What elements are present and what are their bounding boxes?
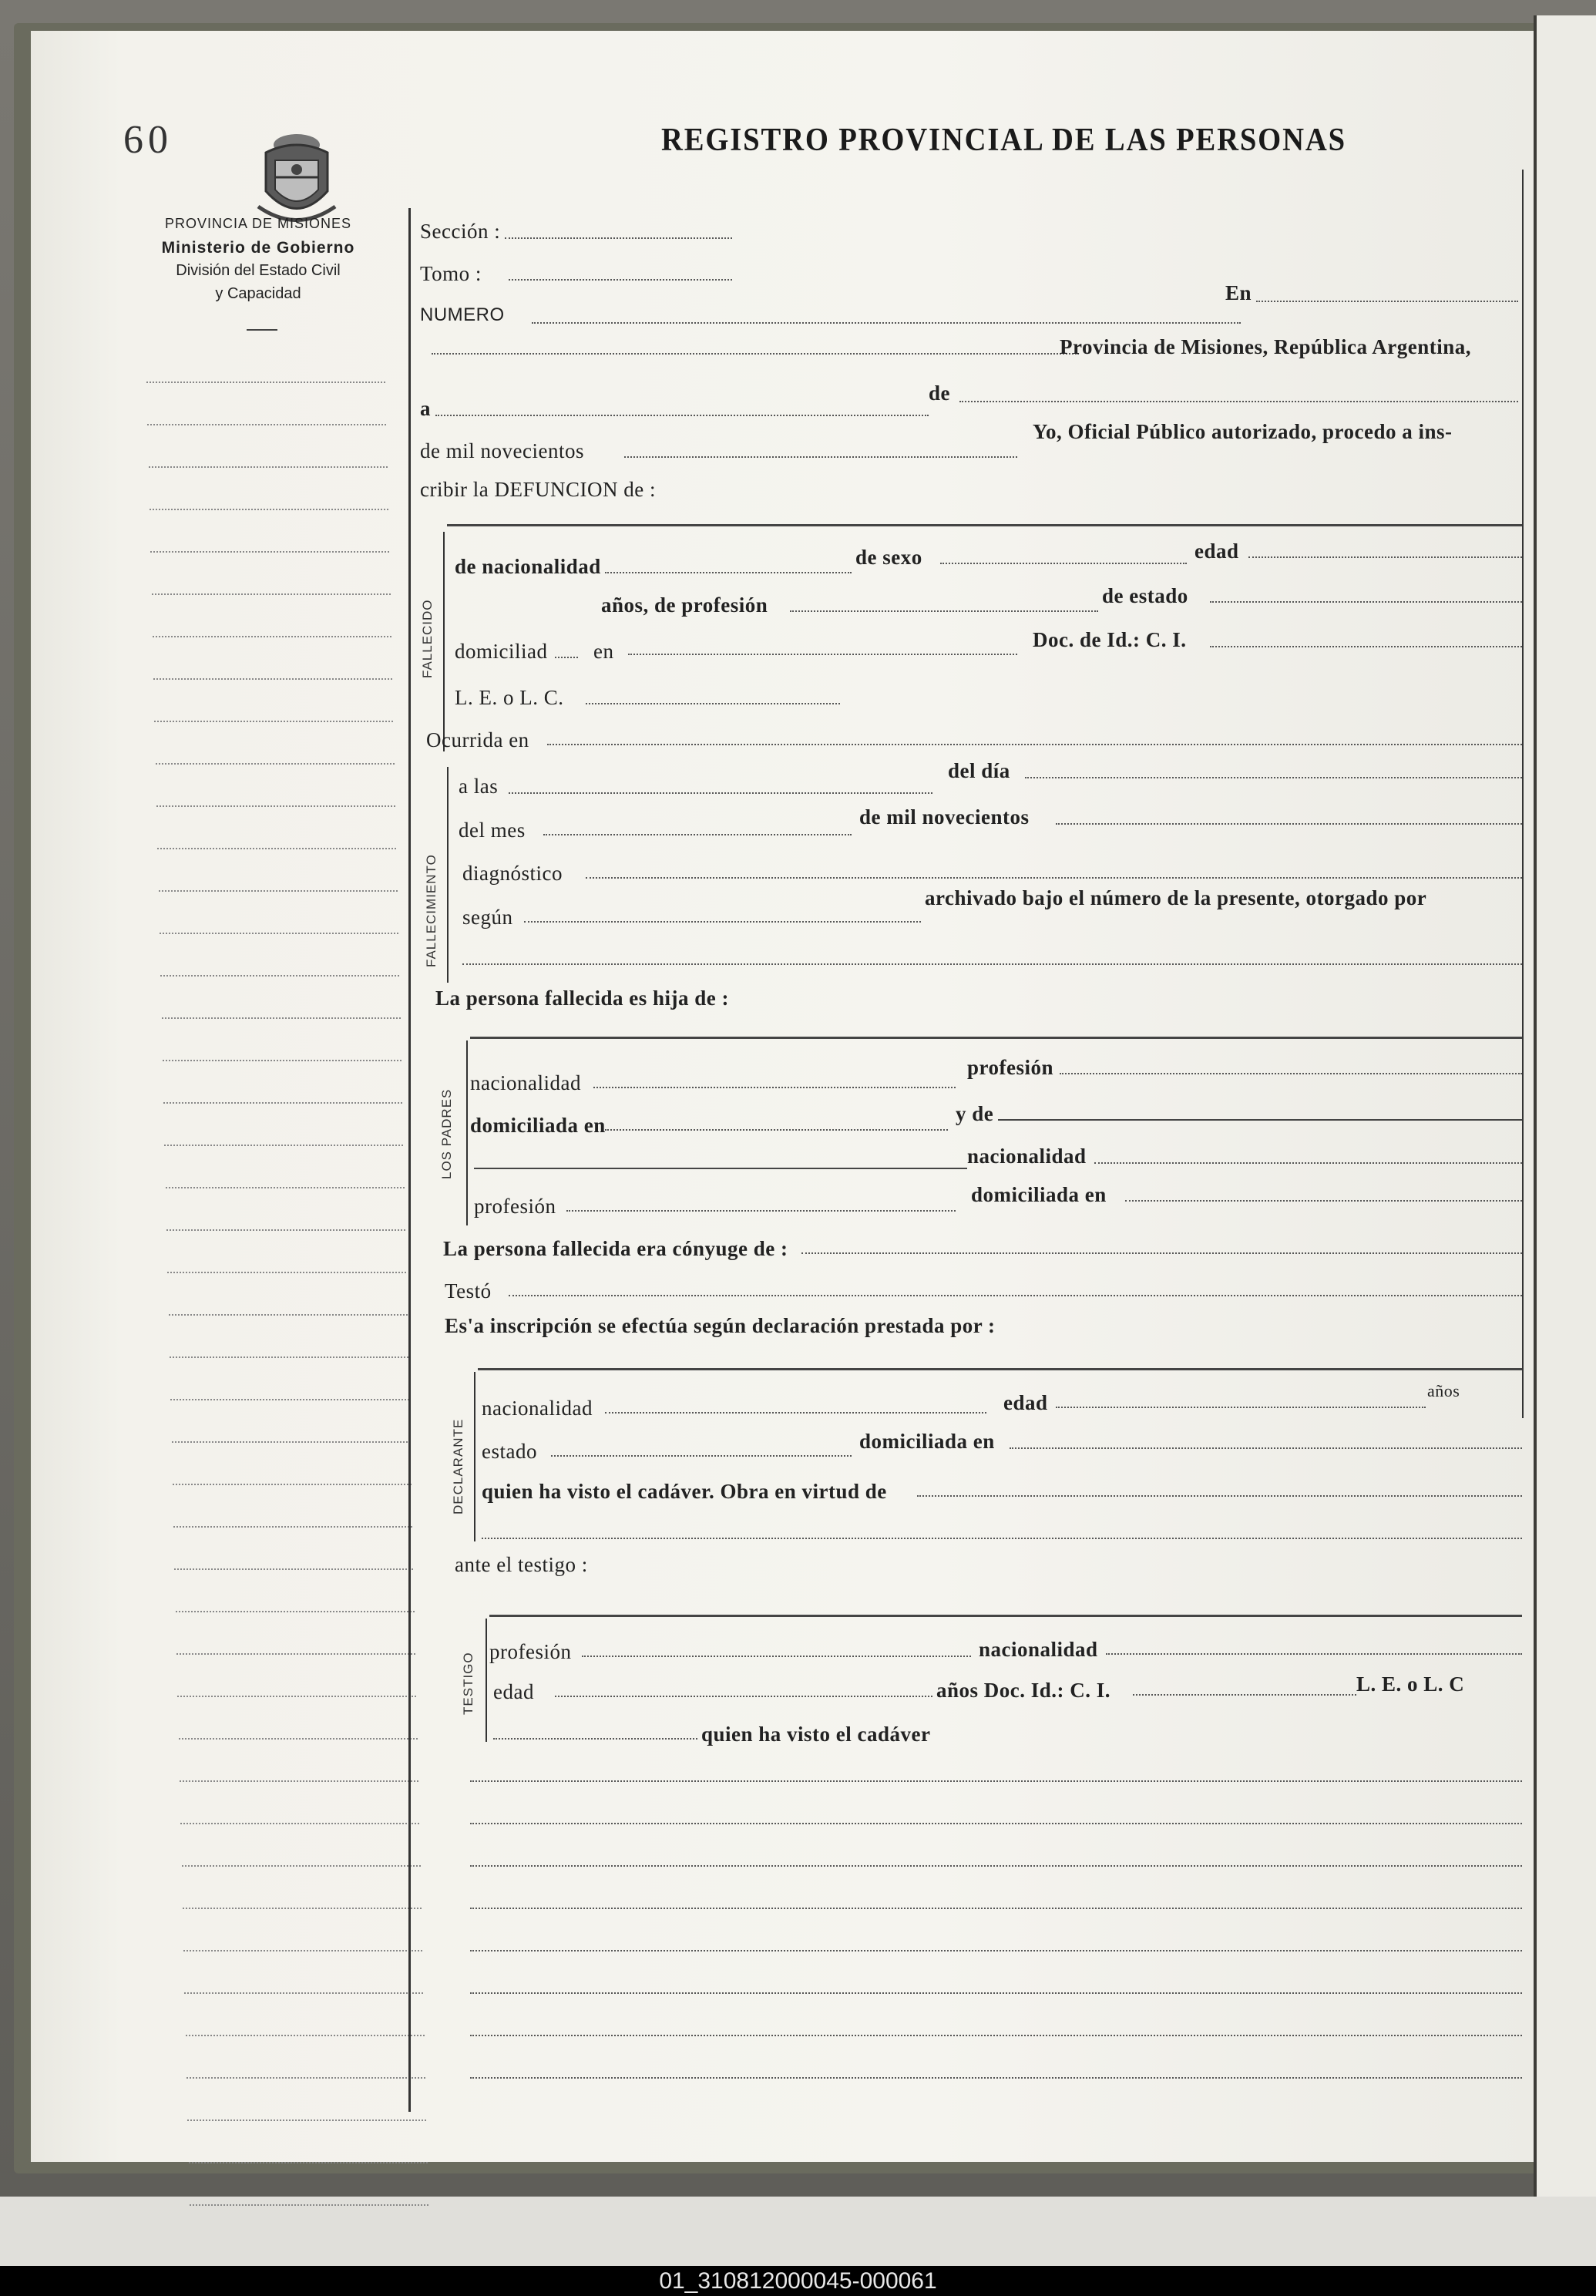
field-domiciliado-suffix[interactable] [555,657,578,658]
header-ministry: Ministerio de Gobierno [161,239,355,257]
margin-line [150,509,388,510]
label-nacionalidad-p2: nacionalidad [967,1145,1087,1168]
label-domiciliada-d: domiciliada en [859,1430,995,1453]
header-divider [247,329,277,331]
field-madre-line[interactable] [474,1168,967,1169]
notes-line[interactable] [470,1908,1522,1909]
notes-line[interactable] [470,1780,1522,1782]
margin-line [159,890,398,892]
margin-line [176,1653,415,1655]
testigo-name-rule [489,1615,1522,1617]
table-surface [0,2197,1596,2266]
margin-line [166,1229,405,1231]
declarante-top-rule [478,1368,1522,1370]
margin-line [157,848,396,849]
label-y-de: y de [956,1102,994,1125]
header-division: División del Estado Civil [176,262,341,279]
declarante-label: DECLARANTE [451,1418,465,1514]
margin-line [156,763,395,765]
label-nacionalidad-d: nacionalidad [482,1397,593,1420]
label-diagnostico: diagnóstico [462,862,563,885]
label-a-las: a las [459,775,499,798]
field-ano-fallecimiento[interactable] [1056,823,1522,825]
notes-line[interactable] [470,1865,1522,1867]
margin-line [186,2077,425,2079]
field-obra-virtud-2[interactable] [482,1538,1522,1539]
field-a[interactable] [435,415,929,416]
notes-line[interactable] [470,1950,1522,1951]
label-estado-d: estado [482,1440,537,1463]
field-nacionalidad-t[interactable] [1106,1653,1522,1655]
field-conyuge[interactable] [801,1252,1522,1254]
field-diagnostico[interactable] [586,877,1522,879]
label-tomo: Tomo : [420,262,482,285]
label-del-dia: del día [948,759,1010,782]
padres-top-rule [470,1037,1522,1039]
notes-line[interactable] [470,2077,1522,2079]
field-profesion-t[interactable] [582,1656,971,1657]
field-domicilio-d[interactable] [1010,1447,1522,1449]
margin-line [160,975,399,977]
field-nacionalidad-f[interactable] [605,572,852,573]
margin-line [162,1017,401,1019]
field-de[interactable] [959,401,1518,402]
field-ocurrida[interactable] [547,744,1522,745]
label-visto-t: quien ha visto el cadáver [701,1723,931,1746]
margin-rule [408,208,411,2112]
margin-line [176,1611,415,1612]
margin-line [153,636,391,637]
field-domicilio-f[interactable] [628,654,1017,655]
padres-bracket [466,1040,468,1225]
field-estado-d[interactable] [551,1455,852,1457]
declarante-bracket [474,1372,475,1541]
label-hija-de: La persona fallecida es hija de : [435,987,729,1010]
header-province: PROVINCIA DE MISIONES [164,216,352,231]
field-numero[interactable] [532,322,1241,324]
label-testo: Testó [445,1279,492,1303]
margin-line [173,1484,412,1485]
notes-line[interactable] [470,1823,1522,1824]
label-a: a [420,397,431,420]
fallecimiento-label: FALLECIMIENTO [424,854,438,967]
label-seccion: Sección : [420,220,501,243]
label-visto-d: quien ha visto el cadáver. Obra en virtud de [482,1480,887,1503]
label-profesion-t: profesión [489,1640,572,1663]
margin-line [183,1950,422,1951]
field-edad-f[interactable] [1248,556,1522,558]
field-obra-virtud[interactable] [917,1495,1522,1497]
padres-label: LOS PADRES [439,1088,454,1179]
margin-line [180,1823,419,1824]
field-madre[interactable] [998,1119,1522,1121]
label-edad-d: edad [1003,1391,1048,1414]
label-edad-t: edad [493,1680,534,1703]
field-sexo[interactable] [940,563,1187,564]
label-ante-testigo: ante el testigo : [455,1553,588,1576]
margin-line [189,2162,428,2163]
field-nacionalidad-p2[interactable] [1094,1162,1522,1164]
label-oficial: Yo, Oficial Público autorizado, procedo a ins- [1033,420,1453,443]
label-mil-novecientos: de mil novecientos [420,439,584,462]
field-domicilio-p[interactable] [605,1129,948,1131]
image-id-caption: 01_310812000045-000061 [0,2266,1596,2296]
fallecido-top-rule [447,524,1522,526]
right-rule [1522,170,1524,1418]
margin-line [183,1908,422,1909]
label-segun: según [462,906,513,929]
label-del-mes: del mes [459,819,526,842]
label-archivado: archivado bajo el número de la presente, otorgado por [925,886,1427,909]
label-nacionalidad-p: nacionalidad [470,1071,581,1094]
label-nacionalidad-t: nacionalidad [979,1638,1098,1661]
fallecimiento-bracket [447,767,449,983]
margin-line [163,1102,402,1104]
field-edad-d[interactable] [1056,1407,1426,1408]
margin-line [160,933,398,934]
label-en-f: en [593,640,614,663]
label-profesion-p2: profesión [474,1195,556,1218]
margin-line [146,382,385,383]
label-domiciliada-p: domiciliada en [470,1114,606,1137]
margin-line [173,1526,412,1528]
margin-line [153,678,392,680]
margin-line [184,1992,423,1994]
margin-line [170,1399,409,1400]
margin-line [167,1272,406,1273]
label-inscripcion: Es'a inscripción se efectúa según declaración prestada por : [445,1314,996,1337]
field-testigo-nombre[interactable] [493,1738,697,1740]
page-title: REGISTRO PROVINCIAL DE LAS PERSONAS [661,123,1346,158]
label-estado-f: de estado [1102,584,1188,607]
adjacent-page [1534,15,1596,2243]
field-tomo[interactable] [509,279,732,281]
margin-line [164,1145,403,1146]
label-numero: NUMERO [420,304,505,325]
label-domiciliado: domiciliad [455,640,548,663]
coat-of-arms-seal [250,129,343,230]
margin-line [190,2204,428,2206]
page-number: 60 [123,118,173,162]
fallecido-bracket [443,532,445,751]
label-edad-f: edad [1194,540,1239,563]
field-otorgado[interactable] [462,963,1522,965]
margin-line [169,1314,408,1316]
label-de: de [929,382,950,405]
field-doc-ci[interactable] [1210,646,1522,647]
margin-line [163,1060,402,1061]
margin-line [147,424,386,425]
label-anos-profesion: años, de profesión [601,593,768,617]
field-domicilio-p2[interactable] [1125,1200,1522,1202]
margin-line [174,1568,413,1570]
margin-line [177,1696,416,1697]
margin-line [186,2035,425,2036]
margin-line [172,1441,411,1443]
label-ocurrida: Ocurrida en [426,728,529,751]
margin-line [179,1738,418,1740]
margin-line [152,593,391,595]
field-nacionalidad-p[interactable] [593,1087,956,1088]
field-le-lc-f[interactable] [586,703,840,704]
label-conyuge: La persona fallecida era cónyuge de : [443,1237,788,1260]
label-domiciliada-p2: domiciliada en [971,1183,1107,1206]
label-doc-id: Doc. de Id.: C. I. [1033,628,1187,651]
field-mes[interactable] [543,834,852,835]
label-cribir: cribir la DEFUNCION de : [420,478,656,501]
margin-line [149,466,388,468]
label-le-lc-t: L. E. o L. C [1356,1672,1465,1696]
field-edad-t[interactable] [555,1696,932,1697]
margin-line [166,1187,405,1188]
fallecido-label: FALLECIDO [420,599,435,678]
margin-line [150,551,389,553]
label-mil-novecientos-2: de mil novecientos [859,805,1030,829]
field-estado-f[interactable] [1210,601,1522,603]
label-anos-doc-t: años Doc. Id.: C. I. [936,1679,1111,1702]
header-capacity: y Capacidad [215,285,301,302]
testigo-label: TESTIGO [461,1652,475,1715]
label-provincia: Provincia de Misiones, República Argentina, [1060,335,1472,358]
margin-line [182,1865,421,1867]
label-sexo: de sexo [855,546,922,569]
field-year[interactable] [624,456,1017,458]
margin-line [180,1780,418,1782]
notes-line[interactable] [470,1992,1522,1994]
field-profesion-p[interactable] [1060,1073,1522,1074]
field-profesion-p2[interactable] [566,1210,956,1212]
field-segun[interactable] [524,921,921,923]
register-page [31,31,1534,2162]
testigo-bracket [486,1619,487,1742]
label-le-lc-f: L. E. o L. C. [455,686,564,709]
field-ci-t[interactable] [1133,1694,1356,1696]
field-en[interactable] [1256,301,1518,302]
label-nacionalidad-f: de nacionalidad [455,555,601,578]
margin-line [187,2120,426,2121]
margin-line [156,805,395,807]
margin-line [154,721,393,722]
margin-line [170,1356,408,1358]
field-seccion[interactable] [505,237,732,239]
field-testo[interactable] [509,1295,1522,1296]
field-hora[interactable] [509,792,932,794]
label-anos-d: años [1427,1381,1460,1400]
field-nacionalidad-d[interactable] [605,1412,986,1414]
label-en: En [1225,281,1252,304]
field-place[interactable] [432,353,1079,355]
notes-line[interactable] [470,2035,1522,2036]
field-dia[interactable] [1025,777,1522,778]
label-profesion-p: profesión [967,1056,1054,1079]
field-profesion-f[interactable] [790,610,1098,612]
